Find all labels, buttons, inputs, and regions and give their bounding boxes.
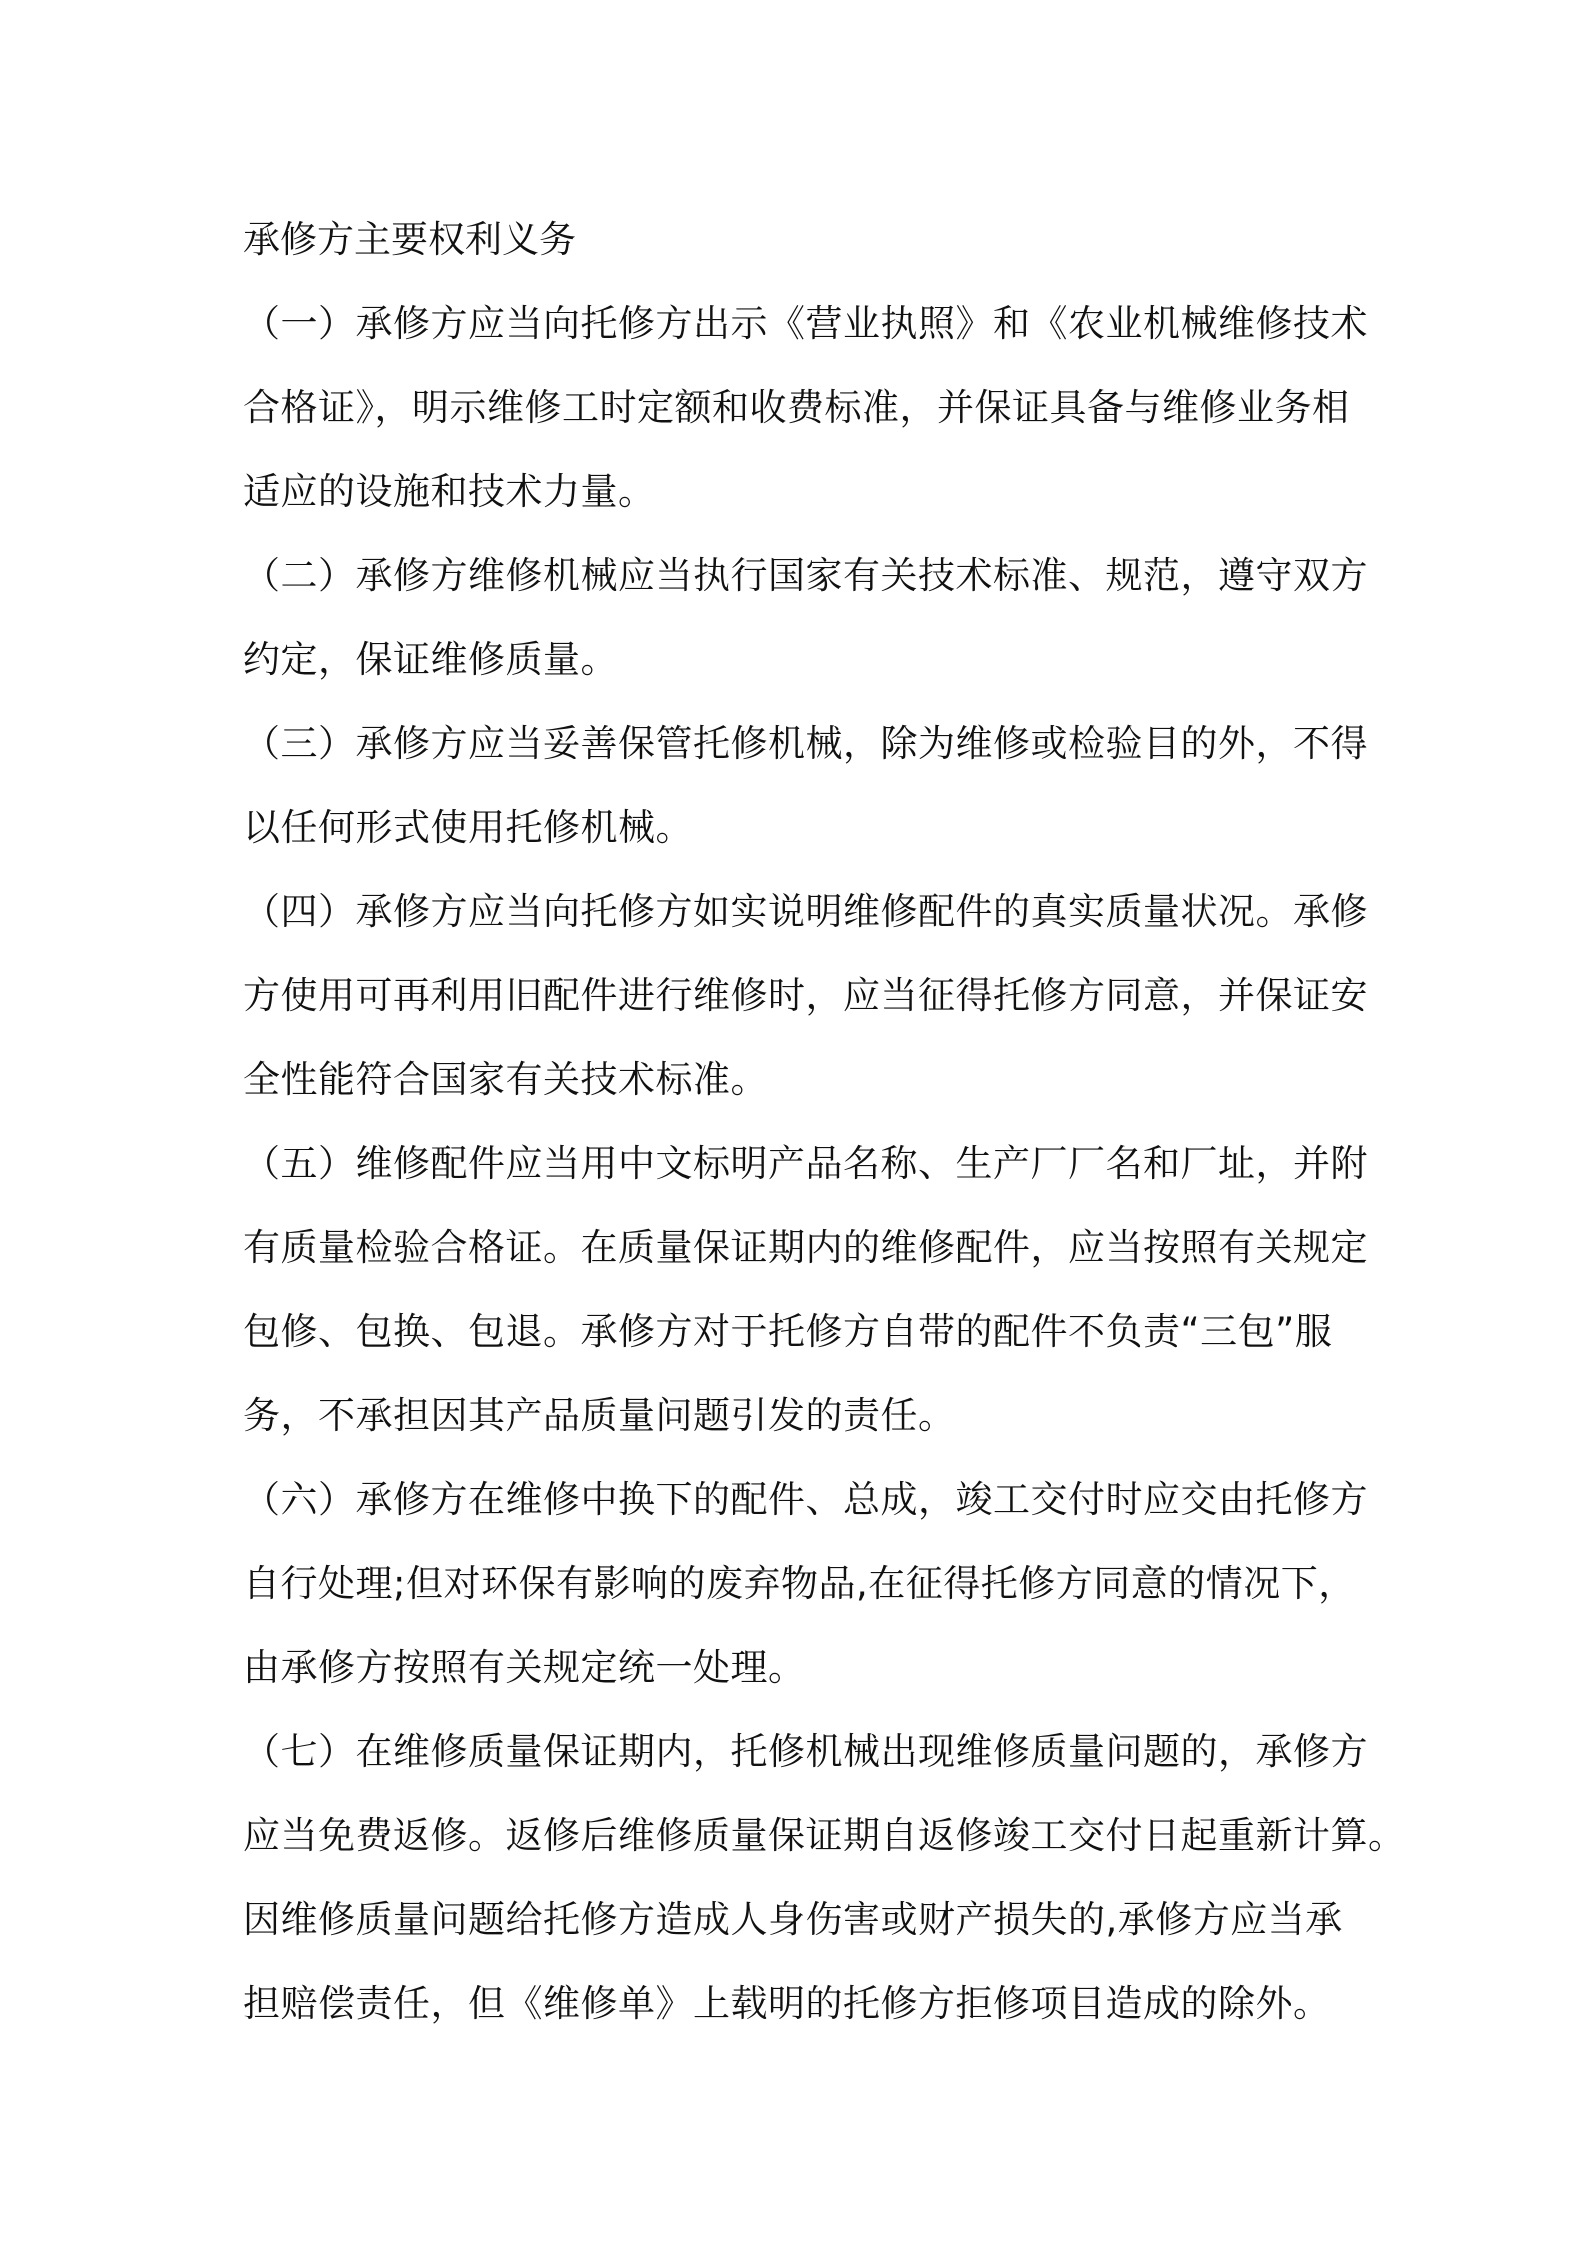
paragraph-line: （三）承修方应当妥善保管托修机械，除为维修或检验目的外，不得 <box>243 722 1368 765</box>
paragraph-line: （五）维修配件应当用中文标明产品名称、生产厂厂名和厂址，并附 <box>243 1142 1368 1185</box>
paragraph-line: （一）承修方应当向托修方出示《营业执照》和《农业机械维修技术 <box>243 302 1368 345</box>
paragraph-line: 约定，保证维修质量。 <box>243 638 618 681</box>
paragraph-line: 方使用可再利用旧配件进行维修时，应当征得托修方同意，并保证安 <box>243 974 1368 1017</box>
paragraph-1 <box>243 282 1373 534</box>
paragraph-5 <box>243 1122 1373 1458</box>
paragraph-line: 合格证》，明示维修工时定额和收费标准，并保证具备与维修业务相 <box>243 386 1350 429</box>
paragraph-line: （七）在维修质量保证期内，托修机械出现维修质量问题的，承修方 <box>243 1730 1368 1773</box>
paragraph-line: （二）承修方维修机械应当执行国家有关技术标准、规范，遵守双方 <box>243 554 1368 597</box>
paragraph-7 <box>243 1710 1406 2046</box>
paragraph-line: 自行处理;但对环保有影响的废弃物品,在征得托修方同意的情况下， <box>243 1562 1356 1605</box>
paragraph-line: （四）承修方应当向托修方如实说明维修配件的真实质量状况。承修 <box>243 890 1368 933</box>
paragraph-line: 担赔偿责任，但《维修单》上载明的托修方拒修项目造成的除外。 <box>243 1982 1331 2025</box>
paragraph-line: 应当免费返修。返修后维修质量保证期自返修竣工交付日起重新计算。 <box>243 1814 1406 1857</box>
paragraph-line: 有质量检验合格证。在质量保证期内的维修配件，应当按照有关规定 <box>243 1226 1368 1269</box>
document-body <box>243 198 1406 2046</box>
paragraph-line: 由承修方按照有关规定统一处理。 <box>243 1646 806 1689</box>
paragraph-line: 因维修质量问题给托修方造成人身伤害或财产损失的,承修方应当承 <box>243 1898 1343 1941</box>
paragraph-line: 务，不承担因其产品质量问题引发的责任。 <box>243 1394 956 1437</box>
paragraph-line: 全性能符合国家有关技术标准。 <box>243 1058 768 1101</box>
paragraph-3 <box>243 702 1373 870</box>
paragraph-line: 适应的设施和技术力量。 <box>243 470 656 513</box>
document-title: 承修方主要权利义务 <box>243 218 576 261</box>
paragraph-line: 包修、包换、包退。承修方对于托修方自带的配件不负责“三包”服 <box>243 1310 1333 1353</box>
paragraph-4 <box>243 870 1373 1122</box>
paragraph-6 <box>243 1458 1373 1710</box>
paragraph-2 <box>243 534 1373 702</box>
paragraph-line: （六）承修方在维修中换下的配件、总成，竣工交付时应交由托修方 <box>243 1478 1368 1521</box>
paragraph-line: 以任何形式使用托修机械。 <box>243 806 693 849</box>
